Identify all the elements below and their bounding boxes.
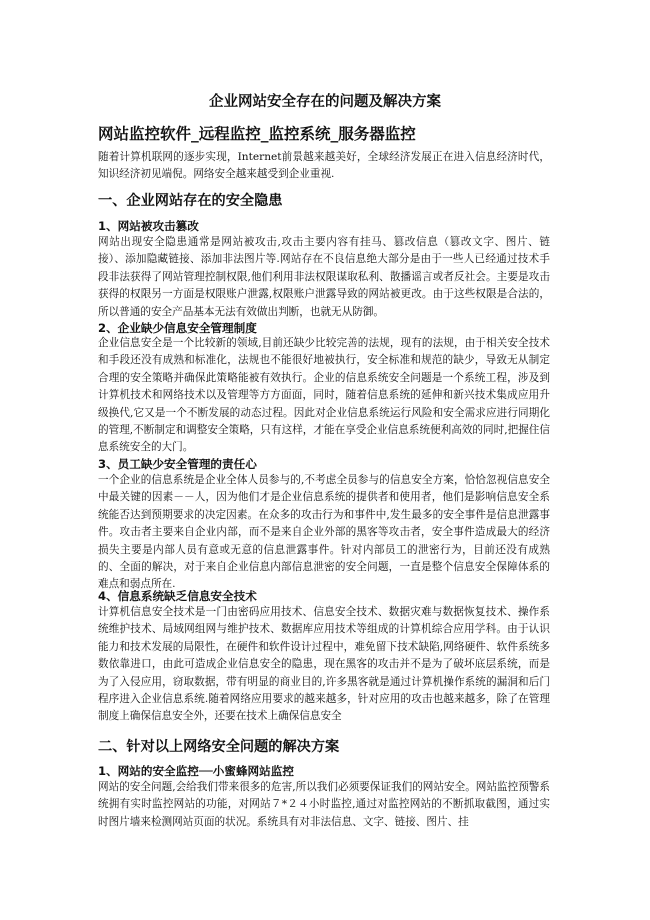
document-subtitle: 网站监控软件_远程监控_监控系统_服务器监控 bbox=[98, 125, 416, 143]
s1-item4-heading-block bbox=[98, 588, 550, 604]
s2-item1-heading: 1、网站的安全监控──小蜜蜂网站监控 bbox=[98, 764, 294, 778]
section1-heading: 一、企业网站存在的安全隐患 bbox=[98, 193, 283, 209]
s1-item3-heading: 3、员工缺少安全管理的责任心 bbox=[98, 457, 257, 471]
intro-paragraph: 随着计算机联网的逐步实现，Internet前景越来越美好，全球经济发展正在进入信息经济时代，知识经济初见端倪。网络安全越来越受到企业重视. bbox=[98, 151, 550, 181]
section1-heading-block bbox=[98, 190, 550, 210]
s1-item1-heading: 1、网站被攻击篡改 bbox=[98, 219, 199, 233]
s1-item1-paragraph: 网站出现安全隐患通常是网站被攻击,攻击主要内容有挂马、篡改信息（篡改文字、图片、链接）、添加隐藏链接、添加非法图片等.网站存在不良信息绝大部分是由于一些人已经通过技术手段非法获得了网站管理控制权限,他们利用非法权限谋取私利、散播谣言或者反社会。主要是攻击获得的权限另一方面是权限账户泄露,权限账户泄露导致的网站被更改。由于这些权限是合法的，所以普通的安全产品基本无法有效做出判断，也就无从防御。 bbox=[98, 236, 550, 318]
s1-item2-heading-block bbox=[98, 320, 550, 336]
section2-heading-block bbox=[98, 736, 550, 756]
s1-item2-paragraph: 企业信息安全是一个比较新的领域,目前还缺少比较完善的法规，现有的法规，由于相关安全技术和手段还没有成熟和标准化，法规也不能很好地被执行，安全标准和规范的缺少，导致无从制定合理的安全策略并确保此策略能被有效执行。企业的信息系统安全问题是一个系统工程，涉及到计算机技术和网络技术以及管理等方方面面，同时，随着信息系统的延伸和新兴技术集成应用升级换代,它又是一个不断发展的动态过程。因此对企业信息系统运行风险和安全需求应进行同期化的管理,不断制定和调整安全策略，只有这样，才能在享受企业信息系统便利高效的同时,把握住信息系统安全的大门。 bbox=[98, 337, 550, 454]
s1-item3-body-block bbox=[98, 472, 550, 594]
s1-item4-paragraph: 计算机信息安全技术是一门由密码应用技术、信息安全技术、数据灾难与数据恢复技术、操作系统维护技术、局域网组网与维护技术、数据库应用技术等组成的计算机综合应用学科。由于认识能力和技术发展的局限性，在硬件和软件设计过程中，难免留下技术缺陷,网络硬件、软件系统多数依靠进口，由此可造成企业信息安全的隐患，现在黑客的攻击并不是为了破坏底层系统，而是为了入侵应用，窃取数据，带有明显的商业目的,许多黑客就是通过计算机操作系统的漏洞和后门程序进入企业信息系统.随着网络应用要求的越来越多，针对应用的攻击也越来越多，除了在管理制度上确保信息安全外，还要在技术上确保信息安全 bbox=[98, 606, 550, 723]
s2-item1-paragraph: 网站的安全问题,会给我们带来很多的危害,所以我们必须要保证我们的网站安全。网站监控预警系统拥有实时监控网站的功能，对网站７*２４小时监控,通过对监控网站的不断抓取截图，通过实时图片墙来检测网站页面的状况。系统具有对非法信息、文字、链接、图片、挂 bbox=[98, 781, 550, 828]
s1-item3-paragraph: 一个企业的信息系统是企业全体人员参与的,不考虑全员参与的信息安全方案，恰恰忽视信息安全中最关键的因素－－人，因为他们才是企业信息系统的提供者和使用者，他们是影响信息安全系统能否达到预期要求的决定因素。在众多的攻击行为和事件中,发生最多的安全事件是信息泄露事件。攻击者主要来自企业内部，而不是来自企业外部的黑客等攻击者，安全事件造成最大的经济损失主要是内部人员有意或无意的信息泄露事件。针对内部员工的泄密行为，目前还没有成熟的、全面的解决，对于来自企业信息内部信息泄密的安全问题，一直是整个信息安全保障体系的难点和弱点所在. bbox=[98, 474, 550, 591]
s2-item1-body-block bbox=[98, 779, 550, 831]
s1-item1-heading-block bbox=[98, 218, 550, 234]
s2-item1-heading-block bbox=[98, 763, 550, 779]
intro-block bbox=[98, 149, 550, 184]
document-title: 企业网站安全存在的问题及解决方案 bbox=[209, 94, 441, 110]
s1-item2-body-block bbox=[98, 335, 550, 457]
s1-item4-heading: 4、信息系统缺乏信息安全技术 bbox=[98, 589, 257, 603]
s1-item1-body-block bbox=[98, 234, 550, 321]
s1-item3-heading-block bbox=[98, 456, 550, 472]
section2-heading: 二、针对以上网络安全问题的解决方案 bbox=[98, 739, 340, 755]
s1-item2-heading: 2、企业缺少信息安全管理制度 bbox=[98, 321, 257, 335]
s1-item4-body-block bbox=[98, 604, 550, 726]
